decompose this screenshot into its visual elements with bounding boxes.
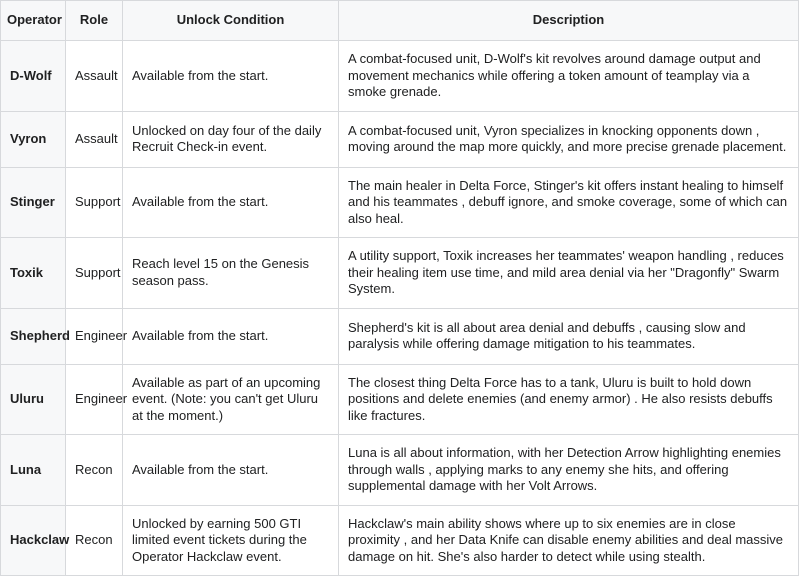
operator-name: Stinger: [1, 167, 66, 238]
operator-role: Assault: [66, 41, 123, 112]
operator-description: Hackclaw's main ability shows where up to six enemies are in close proximity , and her Data Knife can disable enemy abilities and deal massive damage on hit. She's also harder to detect while using stealth.: [339, 505, 799, 576]
column-header-description: Description: [339, 1, 799, 41]
operator-role: Recon: [66, 505, 123, 576]
operator-description: Shepherd's kit is all about area denial and debuffs , causing slow and paralysis while offering damage mitigation to his teammates.: [339, 308, 799, 364]
operator-unlock-condition: Available from the start.: [123, 435, 339, 506]
operator-role: Engineer: [66, 364, 123, 435]
operator-description: A combat-focused unit, D-Wolf's kit revolves around damage output and movement mechanics while offering a token amount of teamplay via a smoke grenade.: [339, 41, 799, 112]
header-row: [1, 1, 799, 41]
table-row: [1, 238, 799, 309]
column-header-unlock-condition: Unlock Condition: [123, 1, 339, 41]
operator-name: Hackclaw: [1, 505, 66, 576]
operator-name: D-Wolf: [1, 41, 66, 112]
operator-unlock-condition: Available from the start.: [123, 167, 339, 238]
operator-name: Vyron: [1, 111, 66, 167]
operator-unlock-condition: Reach level 15 on the Genesis season pass.: [123, 238, 339, 309]
column-header-operator: Operator: [1, 1, 66, 41]
table-body: [1, 41, 799, 576]
operator-unlock-condition: Available from the start.: [123, 41, 339, 112]
operator-role: Support: [66, 238, 123, 309]
table-row: [1, 167, 799, 238]
operator-role: Engineer: [66, 308, 123, 364]
table-row: [1, 435, 799, 506]
operator-description: A utility support, Toxik increases her teammates' weapon handling , reduces their healing item use time, and mild area denial via her "Dragonfly" Swarm System.: [339, 238, 799, 309]
operator-role: Support: [66, 167, 123, 238]
operator-description: Luna is all about information, with her Detection Arrow highlighting enemies through walls , applying marks to any enemy she hits, and offering supplemental damage with her Volt Arrows.: [339, 435, 799, 506]
operator-name: Toxik: [1, 238, 66, 309]
operator-name: Luna: [1, 435, 66, 506]
table-row: [1, 505, 799, 576]
table-row: [1, 111, 799, 167]
operator-name: Uluru: [1, 364, 66, 435]
operator-role: Recon: [66, 435, 123, 506]
operator-unlock-condition: Unlocked on day four of the daily Recruit Check-in event.: [123, 111, 339, 167]
table-row: [1, 41, 799, 112]
operator-description: The closest thing Delta Force has to a tank, Uluru is built to hold down positions and delete enemies (and enemy armor) . He also resists debuffs like fractures.: [339, 364, 799, 435]
operator-role: Assault: [66, 111, 123, 167]
operator-unlock-condition: Available from the start.: [123, 308, 339, 364]
operator-name: Shepherd: [1, 308, 66, 364]
operator-description: A combat-focused unit, Vyron specializes in knocking opponents down , moving around the map more quickly, and more precise grenade placement.: [339, 111, 799, 167]
operator-unlock-condition: Unlocked by earning 500 GTI limited event tickets during the Operator Hackclaw event.: [123, 505, 339, 576]
column-header-role: Role: [66, 1, 123, 41]
table-row: [1, 364, 799, 435]
operator-description: The main healer in Delta Force, Stinger's kit offers instant healing to himself and his teammates , debuff ignore, and smoke coverage, some of which can also heal.: [339, 167, 799, 238]
table-row: [1, 308, 799, 364]
operator-unlock-condition: Available as part of an upcoming event. (Note: you can't get Uluru at the moment.): [123, 364, 339, 435]
table-header: [1, 1, 799, 41]
